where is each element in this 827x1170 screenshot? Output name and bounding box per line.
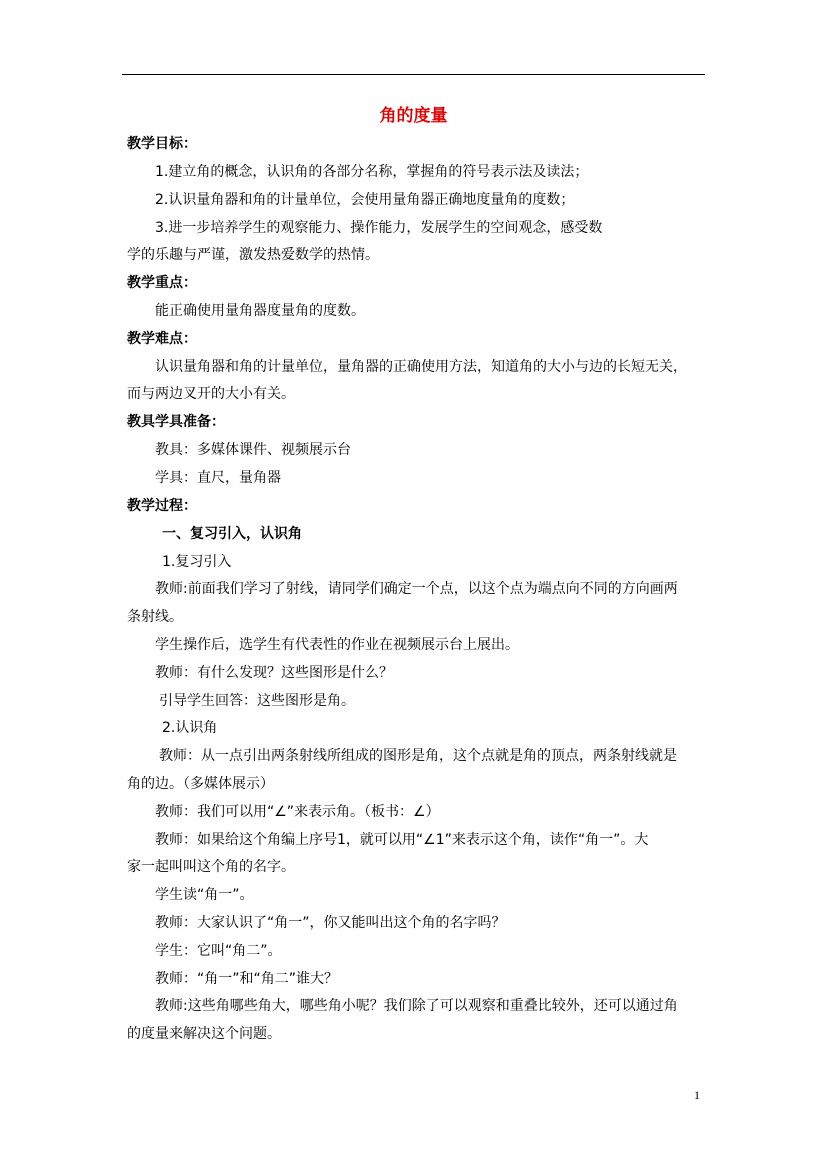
body-line: 角的边。（多媒体展示） <box>127 776 274 792</box>
body-line: 能正确使用量角器度量角的度数。 <box>155 303 365 319</box>
header-rule <box>122 74 705 75</box>
body-line: 教师：有什么发现？这些图形是什么？ <box>155 665 393 681</box>
subsection-heading: 一、复习引入，认识角 <box>162 526 302 542</box>
body-line: 家一起叫叫这个角的名字。 <box>127 859 295 875</box>
body-line: 教师:前面我们学习了射线，请同学们确定一个点，以这个点为端点向不同的方向画两 <box>155 581 678 597</box>
body-line: 教具：多媒体课件、视频展示台 <box>155 442 351 458</box>
body-line: 而与两边叉开的大小有关。 <box>127 386 295 402</box>
body-line: 学具：直尺，量角器 <box>155 470 281 486</box>
body-line: 学生操作后，选学生有代表性的作业在视频展示台上展出。 <box>155 637 519 653</box>
body-line: 教师：大家认识了“角一”，你又能叫出这个角的名字吗？ <box>155 915 506 931</box>
body-line: 的度量来解决这个问题。 <box>127 1026 281 1042</box>
page-title: 角的度量 <box>379 106 448 126</box>
step-heading: 1.复习引入 <box>162 554 232 570</box>
section-heading-process: 教学过程： <box>127 498 197 514</box>
section-heading-key-points: 教学重点： <box>127 275 197 291</box>
body-line: 学生读“角一”。 <box>155 887 254 903</box>
step-heading: 2.认识角 <box>162 720 218 736</box>
body-line: 学生：它叫“角二”。 <box>155 943 282 959</box>
body-line: 教师：我们可以用“∠”来表示角。（板书：∠） <box>155 804 440 820</box>
page-number: 1 <box>694 1088 700 1102</box>
body-line: 教师:这些角哪些角大，哪些角小呢？我们除了可以观察和重叠比较外，还可以通过角 <box>155 998 678 1014</box>
body-line: 认识量角器和角的计量单位，量角器的正确使用方法，知道角的大小与边的长短无关， <box>155 359 687 375</box>
objective-line: 学的乐趣与严谨，激发热爱数学的热情。 <box>127 247 379 263</box>
objective-line: 2.认识量角器和角的计量单位，会使用量角器正确地度量角的度数； <box>155 192 575 208</box>
body-line: 教师：如果给这个角编上序号1，就可以用“∠1”来表示这个角，读作“角一”。大 <box>155 832 649 848</box>
body-line: 教师：“角一”和“角二”谁大？ <box>155 971 339 987</box>
section-heading-difficulties: 教学难点： <box>127 331 197 347</box>
body-line: 教师：从一点引出两条射线所组成的图形是角，这个点就是角的顶点，两条射线就是 <box>159 748 677 764</box>
objective-line: 3.进一步培养学生的观察能力、操作能力，发展学生的空间观念，感受数 <box>155 220 603 236</box>
section-heading-objectives: 教学目标： <box>127 136 197 152</box>
objective-line: 1.建立角的概念，认识角的各部分名称，掌握角的符号表示法及读法； <box>155 164 589 180</box>
body-line: 条射线。 <box>127 609 183 625</box>
section-heading-materials: 教具学具准备： <box>127 414 225 430</box>
body-line: 引导学生回答：这些图形是角。 <box>159 693 355 709</box>
